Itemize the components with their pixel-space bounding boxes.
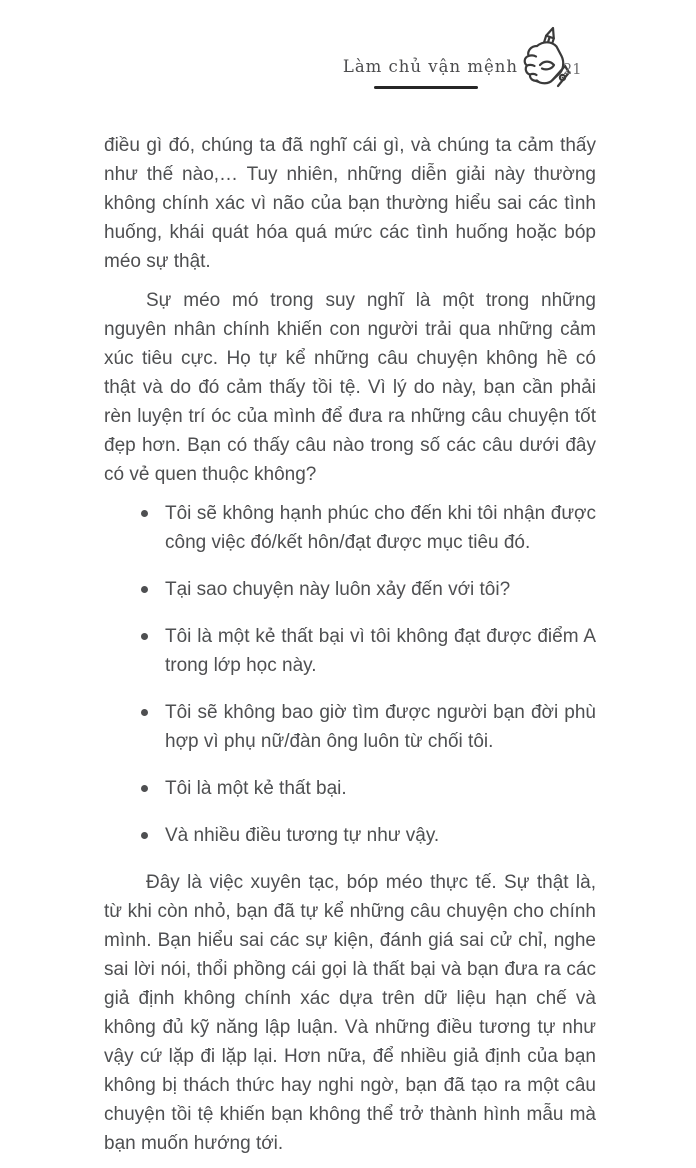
- page-number: 21: [563, 62, 582, 78]
- paragraph-continuation: điều gì đó, chúng ta đã nghĩ cái gì, và chúng ta cảm thấy như thế nào,… Tuy nhiên, những diễn giải này thường không chính xác vì não của bạn thường hiểu sai các tình huống, khái quát hóa quá mức các tình huống hoặc bóp méo sự thật.: [104, 135, 596, 272]
- title-underline: [374, 86, 478, 89]
- page-body: [104, 131, 596, 1168]
- running-title: Làm chủ vận mệnh: [342, 57, 518, 76]
- bullet-item: Tôi sẽ không hạnh phúc cho đến khi tôi nhận được công việc đó/kết hôn/đạt được mục tiêu đó.: [104, 499, 596, 557]
- bullet-item: Tại sao chuyện này luôn xảy đến với tôi?: [104, 575, 596, 604]
- bullet-item: Và nhiều điều tương tự như vậy.: [104, 821, 596, 850]
- hand-pencil-icon: [516, 25, 574, 91]
- paragraph-closing: Đây là việc xuyên tạc, bóp méo thực tế. Sự thật là, từ khi còn nhỏ, bạn đã tự kể những câu chuyện cho chính mình. Bạn hiểu sai các sự kiện, đánh giá sai cử chỉ, nghe sai lời nói, thổi phồng cái gọi là thất bại và bạn đưa ra các giả định không chính xác dựa trên dữ liệu hạn chế và không đủ kỹ năng lập luận. Và những điều tương tự như vậy cứ lặp đi lặp lại. Hơn nữa, để nhiều giả định của bạn không bị thách thức hay nghi ngờ, bạn đã tạo ra một câu chuyện tồi tệ khiến bạn không thể trở thành hình mẫu mà bạn muốn hướng tới.: [104, 872, 596, 1154]
- bullet-item: Tôi là một kẻ thất bại vì tôi không đạt được điểm A trong lớp học này.: [104, 622, 596, 680]
- bullet-item: Tôi sẽ không bao giờ tìm được người bạn đời phù hợp vì phụ nữ/đàn ông luôn từ chối tôi.: [104, 698, 596, 756]
- paragraph-intro: Sự méo mó trong suy nghĩ là một trong những nguyên nhân chính khiến con người trải qua những cảm xúc tiêu cực. Họ tự kể những câu chuyện không hề có thật và do đó cảm thấy tồi tệ. Vì lý do này, bạn cần phải rèn luyện trí óc của mình để đưa ra những câu chuyện tốt đẹp hơn. Bạn có thấy câu nào trong số các câu dưới đây có vẻ quen thuộc không?: [104, 290, 596, 485]
- negative-stories-list: [104, 499, 596, 850]
- bullet-item: Tôi là một kẻ thất bại.: [104, 774, 596, 803]
